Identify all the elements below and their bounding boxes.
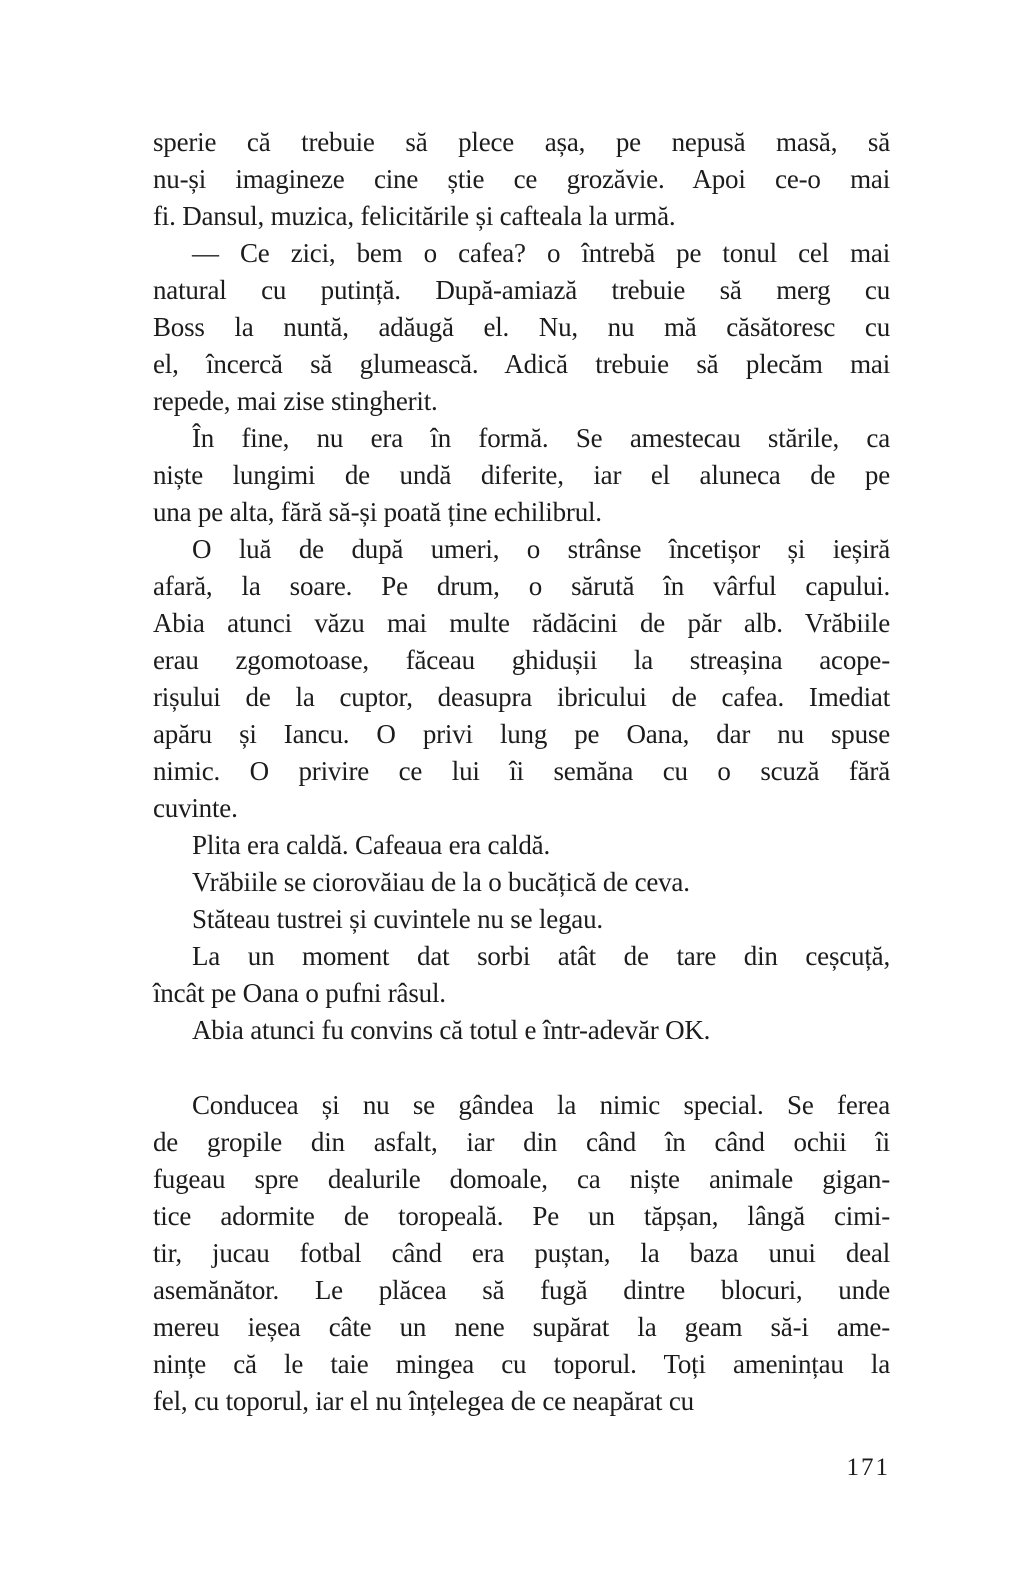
paragraph	[153, 1012, 890, 1049]
text-line: Abia atunci fu convins că totul e într-adevăr OK.	[192, 1015, 711, 1045]
text-line: încât pe Oana o pufni râsul.	[153, 978, 446, 1008]
paragraph	[153, 1087, 890, 1420]
text-line: nu-și imagineze cine știe ce grozăvie. Apoi ce-o mai	[153, 164, 890, 194]
text-line: La un moment dat sorbi atât de tare din ceșcuță,	[192, 941, 890, 971]
text-line: Boss la nuntă, adăugă el. Nu, nu mă căsătoresc cu	[153, 312, 890, 342]
text-line: niște lungimi de undă diferite, iar el aluneca de pe	[153, 460, 890, 490]
text-line: nimic. O privire ce lui îi semăna cu o scuză fără	[153, 756, 890, 786]
text-line: mereu ieșea câte un nene supărat la geam să-i ame-	[153, 1312, 890, 1342]
text-line: Abia atunci văzu mai multe rădăcini de păr alb. Vrăbiile	[153, 608, 890, 638]
paragraph	[153, 938, 890, 1012]
text-line: cuvinte.	[153, 793, 238, 823]
text-line: apăru și Iancu. O privi lung pe Oana, dar nu spuse	[153, 719, 890, 749]
text-line: O luă de după umeri, o strânse încetișor și ieșiră	[192, 534, 890, 564]
text-line: rișului de la cuptor, deasupra ibricului de cafea. Imediat	[153, 682, 890, 712]
paragraph	[153, 235, 890, 420]
text-line: tir, jucau fotbal când era puștan, la baza unui deal	[153, 1238, 890, 1268]
text-line: Plita era caldă. Cafeaua era caldă.	[192, 830, 551, 860]
paragraph	[153, 864, 890, 901]
text-line: erau zgomotoase, făceau ghidușii la streașina acope-	[153, 645, 890, 675]
paragraph	[153, 420, 890, 531]
text-line: fel, cu toporul, iar el nu înțelegea de ce neapărat cu	[153, 1386, 694, 1416]
paragraph	[153, 531, 890, 827]
text-line: repede, mai zise stingherit.	[153, 386, 438, 416]
text-line: nințe că le taie mingea cu toporul. Toți amenințau la	[153, 1349, 890, 1379]
paragraph	[153, 124, 890, 235]
paragraph	[153, 901, 890, 938]
text-line: Stăteau tustrei și cuvintele nu se legau.	[192, 904, 603, 934]
text-line: sperie că trebuie să plece așa, pe nepusă masă, să	[153, 127, 890, 157]
page-number: 171	[846, 1454, 890, 1481]
text-line: — Ce zici, bem o cafea? o întrebă pe tonul cel mai	[192, 238, 890, 268]
text-line: de gropile din asfalt, iar din când în când ochii îi	[153, 1127, 890, 1157]
text-line: Vrăbiile se ciorovăiau de la o bucățică de ceva.	[192, 867, 690, 897]
text-line: natural cu putință. După-amiază trebuie să merg cu	[153, 275, 890, 305]
text-line: tice adormite de toropeală. Pe un tăpșan, lângă cimi-	[153, 1201, 890, 1231]
text-line: asemănător. Le plăcea să fugă dintre blocuri, unde	[153, 1275, 890, 1305]
text-block	[153, 124, 890, 1420]
text-line: el, încercă să glumească. Adică trebuie să plecăm mai	[153, 349, 890, 379]
text-line: afară, la soare. Pe drum, o sărută în vârful capului.	[153, 571, 890, 601]
paragraph	[153, 827, 890, 864]
text-line: fugeau spre dealurile domoale, ca niște animale gigan-	[153, 1164, 890, 1194]
text-line: În fine, nu era în formă. Se amestecau stările, ca	[192, 423, 890, 453]
text-line: una pe alta, fără să-și poată ține echilibrul.	[153, 497, 602, 527]
text-line: fi. Dansul, muzica, felicitările și cafteala la urmă.	[153, 201, 676, 231]
text-line: Conducea și nu se gândea la nimic special. Se ferea	[192, 1090, 890, 1120]
